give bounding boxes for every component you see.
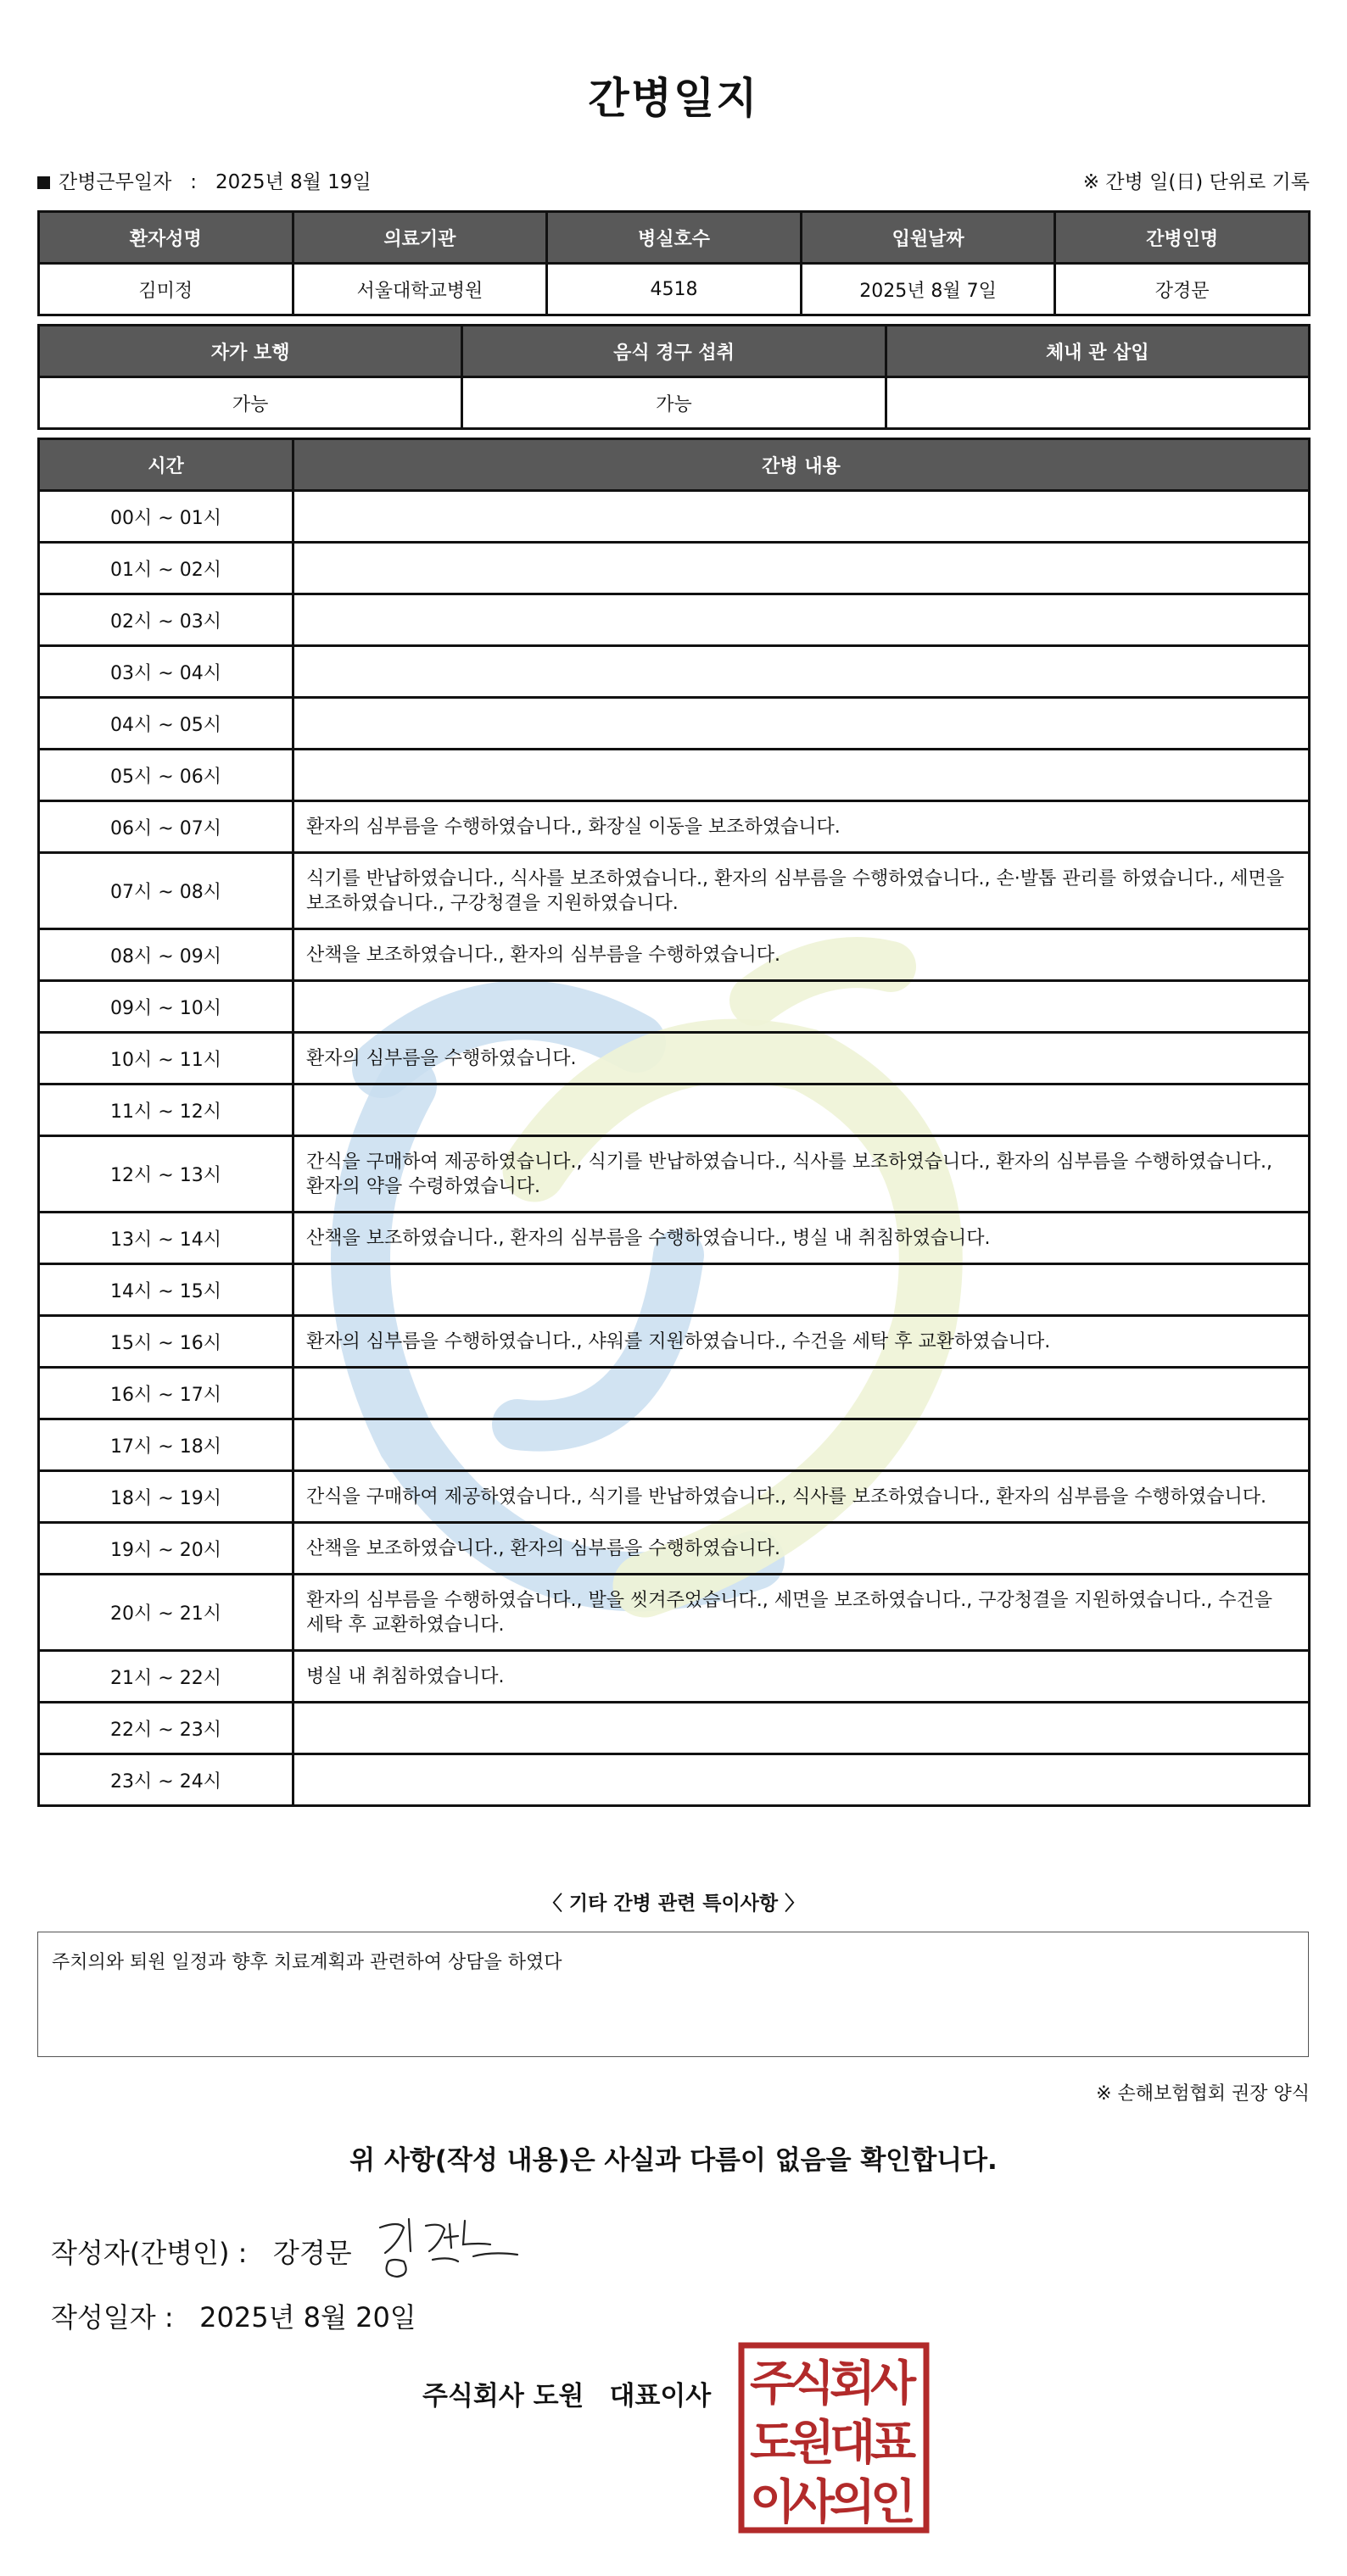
log-time: 19시 ~ 20시 xyxy=(39,1523,293,1575)
log-content xyxy=(293,543,1310,594)
log-time: 05시 ~ 06시 xyxy=(39,750,293,801)
log-row xyxy=(39,1575,1310,1651)
log-content xyxy=(293,750,1310,801)
written-date-value: 2025년 8월 20일 xyxy=(199,2301,416,2333)
log-content: 간식을 구매하여 제공하였습니다., 식기를 반납하였습니다., 식사를 보조하였습니다., 환자의 심부름을 수행하였습니다., 환자의 약을 수령하였습니다. xyxy=(293,1136,1310,1213)
log-time: 11시 ~ 12시 xyxy=(39,1084,293,1136)
log-time: 13시 ~ 14시 xyxy=(39,1213,293,1264)
room-number: 4518 xyxy=(547,264,802,315)
header-oral-intake: 음식 경구 섭취 xyxy=(462,326,886,377)
svg-text:주: 주 xyxy=(749,2356,796,2412)
svg-text:사: 사 xyxy=(788,2475,836,2530)
log-content: 산책을 보조하였습니다., 환자의 심부름을 수행하였습니다., 병실 내 취침하였습니다. xyxy=(293,1213,1310,1264)
log-time: 20시 ~ 21시 xyxy=(39,1575,293,1651)
bullet-square-icon xyxy=(37,176,50,189)
log-row xyxy=(39,1213,1310,1264)
log-content xyxy=(293,1264,1310,1316)
writer-row xyxy=(51,2232,352,2271)
svg-text:이: 이 xyxy=(749,2475,796,2530)
log-row xyxy=(39,1084,1310,1136)
care-log-table xyxy=(37,438,1311,1807)
recommend-note: ※ 손해보험협회 권장 양식 xyxy=(1096,2083,1310,2105)
patient-name: 김미정 xyxy=(39,264,293,315)
log-time: 23시 ~ 24시 xyxy=(39,1754,293,1806)
log-content: 환자의 심부름을 수행하였습니다., 화장실 이동을 보조하였습니다. xyxy=(293,801,1310,853)
log-row xyxy=(39,1651,1310,1703)
header-hospital: 의료기관 xyxy=(293,212,547,264)
svg-text:사: 사 xyxy=(869,2356,917,2412)
log-row xyxy=(39,1754,1310,1806)
log-time: 17시 ~ 18시 xyxy=(39,1419,293,1471)
log-content xyxy=(293,594,1310,646)
writer-label: 작성자(간병인) : xyxy=(51,2237,248,2269)
header-admission-date: 입원날짜 xyxy=(801,212,1055,264)
log-row xyxy=(39,543,1310,594)
patient-info-table xyxy=(37,210,1311,316)
log-row xyxy=(39,1368,1310,1419)
log-row xyxy=(39,1136,1310,1213)
work-date-value: 2025년 8월 19일 xyxy=(215,171,372,193)
svg-text:원: 원 xyxy=(788,2416,836,2471)
company-line xyxy=(422,2374,711,2412)
header-time: 시간 xyxy=(39,439,293,491)
memo-title: 〈 기타 간병 관련 특이사항 〉 xyxy=(542,1893,805,1915)
log-row xyxy=(39,491,1310,543)
log-row xyxy=(39,1523,1310,1575)
header-tube: 체내 관 삽입 xyxy=(886,326,1309,377)
log-time: 04시 ~ 05시 xyxy=(39,698,293,750)
log-time: 08시 ~ 09시 xyxy=(39,929,293,981)
log-time: 03시 ~ 04시 xyxy=(39,646,293,698)
header-room: 병실호수 xyxy=(547,212,802,264)
log-content xyxy=(293,1368,1310,1419)
log-content xyxy=(293,646,1310,698)
log-row xyxy=(39,1471,1310,1523)
log-content xyxy=(293,491,1310,543)
log-row xyxy=(39,929,1310,981)
header-walking: 자가 보행 xyxy=(39,326,462,377)
work-date-label: 간병근무일자 xyxy=(59,171,172,193)
svg-text:식: 식 xyxy=(788,2356,836,2412)
svg-text:인: 인 xyxy=(869,2475,917,2530)
hospital: 서울대학교병원 xyxy=(293,264,547,315)
log-content xyxy=(293,1419,1310,1471)
log-time: 18시 ~ 19시 xyxy=(39,1471,293,1523)
log-time: 16시 ~ 17시 xyxy=(39,1368,293,1419)
log-time: 07시 ~ 08시 xyxy=(39,853,293,929)
work-date-row xyxy=(37,166,1310,197)
admission-date: 2025년 8월 7일 xyxy=(801,264,1055,315)
log-time: 01시 ~ 02시 xyxy=(39,543,293,594)
writer-name: 강경문 xyxy=(272,2237,352,2269)
log-row xyxy=(39,750,1310,801)
svg-text:표: 표 xyxy=(869,2416,917,2471)
log-time: 10시 ~ 11시 xyxy=(39,1033,293,1084)
log-time: 00시 ~ 01시 xyxy=(39,491,293,543)
svg-text:의: 의 xyxy=(829,2475,876,2530)
log-row xyxy=(39,1419,1310,1471)
log-content: 병실 내 취침하였습니다. xyxy=(293,1651,1310,1703)
log-content: 산책을 보조하였습니다., 환자의 심부름을 수행하였습니다. xyxy=(293,1523,1310,1575)
log-row xyxy=(39,698,1310,750)
patient-status-table xyxy=(37,324,1311,430)
log-row xyxy=(39,594,1310,646)
log-content: 환자의 심부름을 수행하였습니다., 발을 씻겨주었습니다., 세면을 보조하였습니다., 구강청결을 지원하였습니다., 수건을 세탁 후 교환하였습니다. xyxy=(293,1575,1310,1651)
memo-text: 주치의와 퇴원 일정과 향후 치료계획과 관련하여 상담을 하였다 xyxy=(52,1952,562,1973)
log-row xyxy=(39,1703,1310,1754)
log-content: 식기를 반납하였습니다., 식사를 보조하였습니다., 환자의 심부름을 수행하였습니다., 손·발톱 관리를 하였습니다., 세면을 보조하였습니다., 구강청결을 지원하였습니다. xyxy=(293,853,1310,929)
confirm-statement: 위 사항(작성 내용)은 사실과 다름이 없음을 확인합니다. xyxy=(349,2145,998,2176)
written-date-row xyxy=(51,2296,416,2335)
log-content xyxy=(293,698,1310,750)
svg-text:회: 회 xyxy=(829,2356,876,2412)
oral-intake-value: 가능 xyxy=(462,377,886,429)
log-content: 간식을 구매하여 제공하였습니다., 식기를 반납하였습니다., 식사를 보조하였습니다., 환자의 심부름을 수행하였습니다. xyxy=(293,1471,1310,1523)
log-row xyxy=(39,1316,1310,1368)
tube-value xyxy=(886,377,1309,429)
log-time: 22시 ~ 23시 xyxy=(39,1703,293,1754)
log-row xyxy=(39,981,1310,1033)
company-name: 주식회사 도원 xyxy=(422,2381,584,2412)
header-caregiver: 간병인명 xyxy=(1055,212,1310,264)
walking-value: 가능 xyxy=(39,377,462,429)
log-content xyxy=(293,981,1310,1033)
unit-note: ※ 간병 일(日) 단위로 기록 xyxy=(1082,171,1310,193)
caregiver-name: 강경문 xyxy=(1055,264,1310,315)
log-time: 02시 ~ 03시 xyxy=(39,594,293,646)
company-role: 대표이사 xyxy=(609,2381,712,2412)
log-content: 산책을 보조하였습니다., 환자의 심부름을 수행하였습니다. xyxy=(293,929,1310,981)
written-date-label: 작성일자 : xyxy=(51,2301,174,2333)
log-content xyxy=(293,1703,1310,1754)
log-row xyxy=(39,1264,1310,1316)
log-row xyxy=(39,853,1310,929)
log-time: 14시 ~ 15시 xyxy=(39,1264,293,1316)
header-content: 간병 내용 xyxy=(293,439,1310,491)
work-date-sep: : xyxy=(190,171,197,193)
log-time: 12시 ~ 13시 xyxy=(39,1136,293,1213)
svg-text:대: 대 xyxy=(829,2416,876,2471)
log-content: 환자의 심부름을 수행하였습니다., 샤워를 지원하였습니다., 수건을 세탁 후 교환하였습니다. xyxy=(293,1316,1310,1368)
log-time: 21시 ~ 22시 xyxy=(39,1651,293,1703)
log-content: 환자의 심부름을 수행하였습니다. xyxy=(293,1033,1310,1084)
header-patient-name: 환자성명 xyxy=(39,212,293,264)
log-row xyxy=(39,1033,1310,1084)
log-row xyxy=(39,801,1310,853)
log-row xyxy=(39,646,1310,698)
log-time: 15시 ~ 16시 xyxy=(39,1316,293,1368)
log-content xyxy=(293,1754,1310,1806)
svg-text:도: 도 xyxy=(749,2416,796,2471)
memo-box xyxy=(37,1932,1309,2057)
signature-image xyxy=(373,2209,526,2285)
document-title: 간병일지 xyxy=(588,74,759,123)
log-time: 06시 ~ 07시 xyxy=(39,801,293,853)
log-content xyxy=(293,1084,1310,1136)
log-time: 09시 ~ 10시 xyxy=(39,981,293,1033)
company-seal-stamp xyxy=(738,2342,930,2534)
